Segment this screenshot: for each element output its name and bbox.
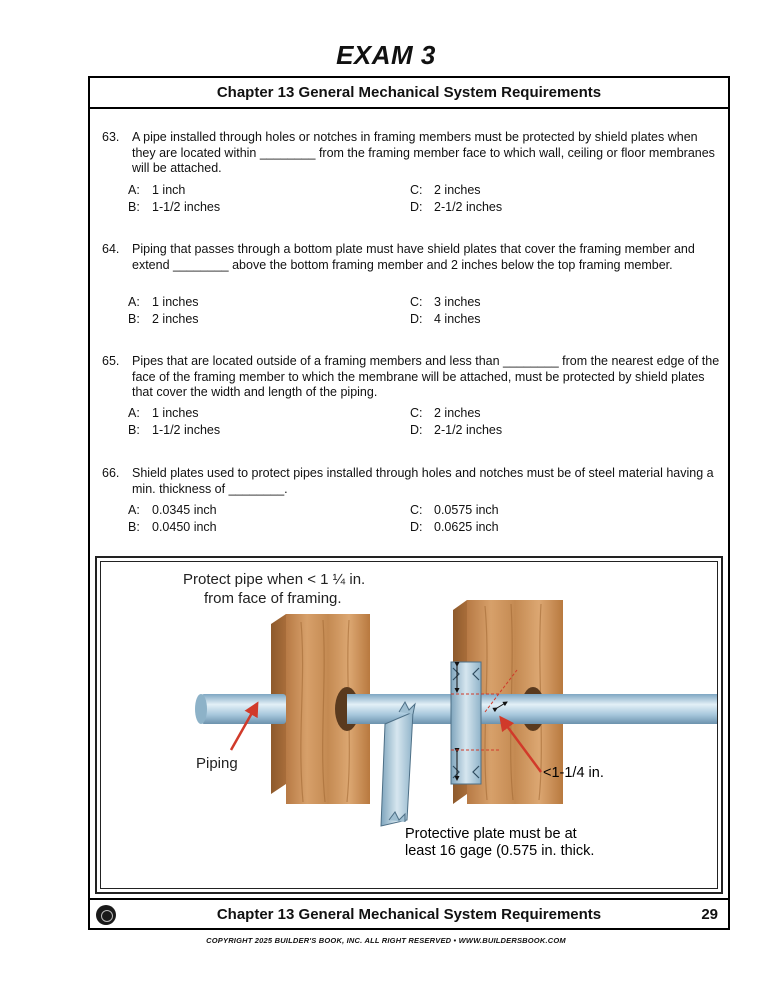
page-frame [88, 76, 730, 930]
choice-a[interactable]: A: 1 inch [128, 183, 186, 197]
choice-a[interactable]: A: 1 inches [128, 406, 199, 420]
choice-d[interactable]: D: 4 inches [410, 312, 481, 326]
choice-b[interactable]: B: 1-1/2 inches [128, 200, 221, 214]
footer-title: Chapter 13 General Mechanical System Requirements [216, 906, 602, 923]
question-65 [102, 354, 722, 401]
exam-title: EXAM 3 [336, 40, 436, 70]
choices-63 [128, 182, 688, 216]
choices-65 [128, 405, 688, 439]
choices-64 [128, 294, 688, 328]
choice-d[interactable]: D: 0.0625 inch [410, 520, 499, 534]
question-64 [102, 242, 722, 273]
page-footer [90, 898, 728, 928]
choice-c[interactable]: C: 3 inches [410, 295, 481, 309]
label-dimension: <1-1/4 in. [543, 765, 604, 781]
choice-b[interactable]: B: 1-1/2 inches [128, 423, 221, 437]
choice-d[interactable]: D: 2-1/2 inches [410, 423, 503, 437]
question-number: 64. [102, 242, 120, 256]
figure-frame [95, 556, 723, 894]
question-text: Pipes that are located outside of a framing members and less than ________ from the nearest edge of the face of the framing member to which the membrane will be attached, must be protected by shield plates that cover the width and length of the piping. [132, 354, 720, 399]
choice-a[interactable]: A: 1 inches [128, 295, 199, 309]
pipe-protection-illustration [100, 561, 718, 889]
choice-c[interactable]: C: 2 inches [410, 406, 481, 420]
page-number: 29 [701, 906, 718, 923]
choice-b[interactable]: B: 2 inches [128, 312, 199, 326]
caption-bottom-line1: Protective plate must be at [405, 826, 577, 842]
question-text: Piping that passes through a bottom plate must have shield plates that cover the framing member and extend ________ above the bottom framing member and 2 inches below the top framing member. [132, 242, 695, 272]
question-number: 65. [102, 354, 120, 368]
chapter-header: Chapter 13 General Mechanical System Requirements [90, 78, 728, 109]
question-66 [102, 466, 722, 497]
question-number: 66. [102, 466, 120, 480]
question-number: 63. [102, 130, 120, 144]
choice-d[interactable]: D: 2-1/2 inches [410, 200, 503, 214]
caption-bottom-line2: least 16 gage (0.575 in. thick. [405, 843, 595, 859]
question-text: A pipe installed through holes or notches in framing members must be protected by shield plates when they are located within ________ from the framing member face to which wall, ceiling or floor membranes will be attached. [132, 130, 715, 175]
choices-66 [128, 502, 688, 536]
choice-b[interactable]: B: 0.0450 inch [128, 520, 217, 534]
caption-top-line2: from face of framing. [204, 590, 342, 607]
caption-top-line1: Protect pipe when < 1 ¼ in. [183, 571, 366, 588]
question-text: Shield plates used to protect pipes installed through holes and notches must be of steel material having a min. thickness of ________. [132, 466, 714, 496]
choice-a[interactable]: A: 0.0345 inch [128, 503, 217, 517]
label-piping: Piping [196, 755, 238, 772]
question-63 [102, 130, 722, 177]
copyright-notice: COPYRIGHT 2025 BUILDER'S BOOK, INC. ALL RIGHT RESERVED • WWW.BUILDERSBOOK.COM [206, 936, 566, 945]
choice-c[interactable]: C: 2 inches [410, 183, 481, 197]
choice-c[interactable]: C: 0.0575 inch [410, 503, 499, 517]
